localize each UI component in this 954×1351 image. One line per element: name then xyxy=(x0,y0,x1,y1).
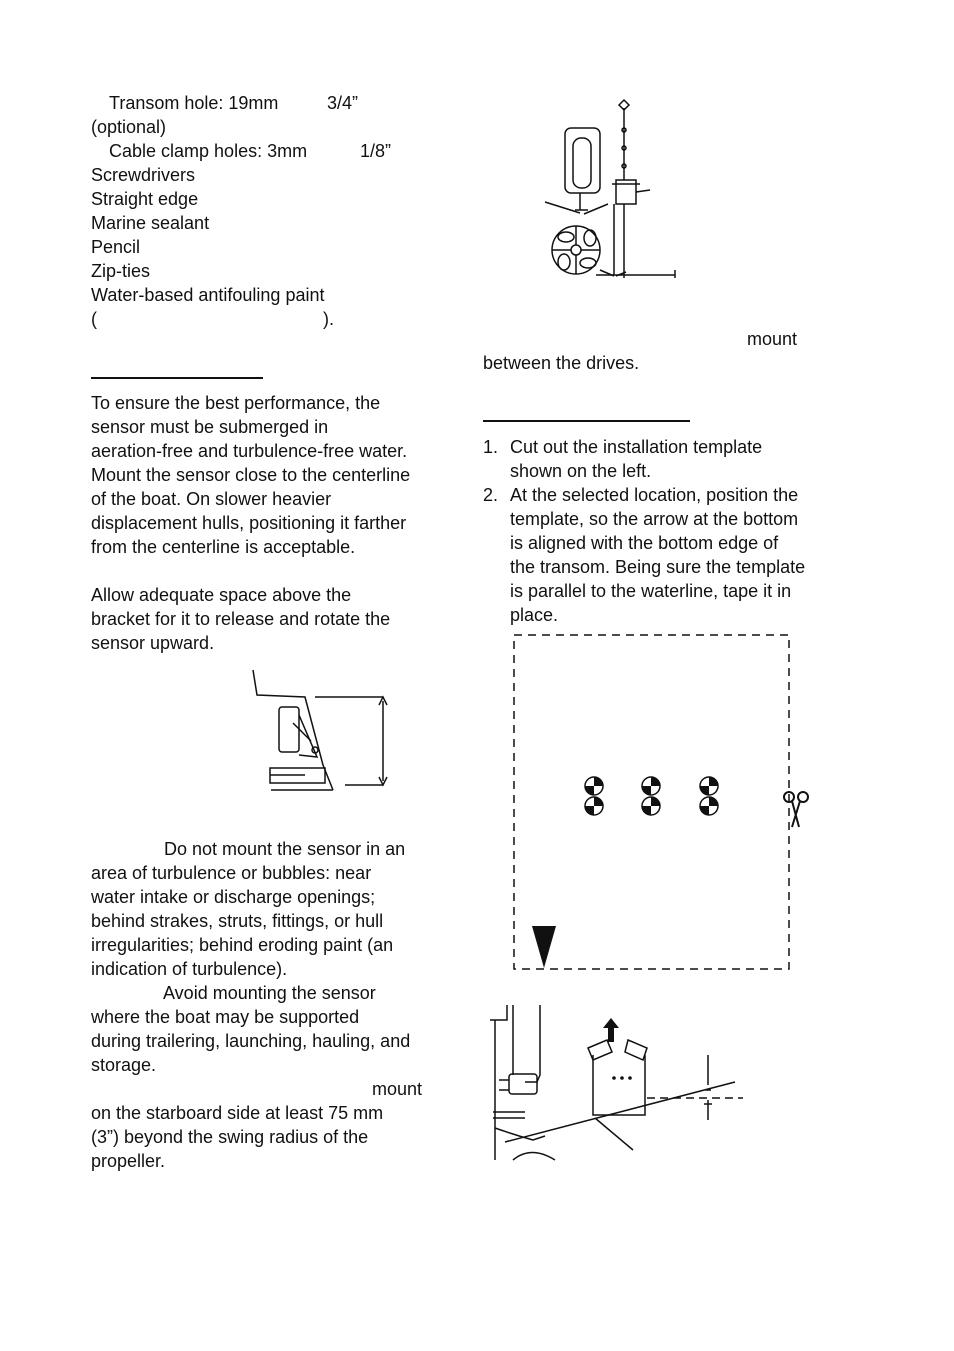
text-line: where the boat may be supported xyxy=(91,1007,360,1027)
hole-target-icon xyxy=(698,795,720,817)
text-line: Cut out the installation template xyxy=(510,437,763,457)
tool-screwdrivers: Screwdrivers xyxy=(91,165,196,185)
tool-transom-hole-inch: 3/4” xyxy=(327,93,359,113)
scissors-icon xyxy=(782,789,810,829)
hole-target-icon xyxy=(698,775,720,797)
text-line: area of turbulence or bubbles: near xyxy=(91,863,372,883)
text-line: the transom. Being sure the template xyxy=(510,557,806,577)
text-line: shown on the left. xyxy=(510,461,652,481)
text-line: is parallel to the waterline, tape it in xyxy=(510,581,792,601)
step-number: 2. xyxy=(483,485,499,505)
tool-cable-clamp-holes: Cable clamp holes: 3mm xyxy=(109,141,308,161)
text-line: displacement hulls, positioning it farther xyxy=(91,513,407,533)
text-line: Mount the sensor close to the centerline xyxy=(91,465,411,485)
text-line: storage. xyxy=(91,1055,157,1075)
text-line: of the boat. On slower heavier xyxy=(91,489,332,509)
tool-paren-open: ( xyxy=(91,309,97,329)
tool-marine-sealant: Marine sealant xyxy=(91,213,210,233)
text-line: propeller. xyxy=(91,1151,166,1171)
text-line: water intake or discharge openings; xyxy=(91,887,376,907)
text-line: sensor upward. xyxy=(91,633,215,653)
text-line: (3”) beyond the swing radius of the xyxy=(91,1127,369,1147)
text-line: At the selected location, position the xyxy=(510,485,799,505)
text-line: from the centerline is acceptable. xyxy=(91,537,356,557)
tool-optional: (optional) xyxy=(91,117,167,137)
hole-target-icon xyxy=(640,775,662,797)
section-heading-rule-right xyxy=(483,420,690,422)
text-line: irregularities; behind eroding paint (an xyxy=(91,935,394,955)
tool-antifouling-paint: Water-based antifouling paint xyxy=(91,285,325,305)
text-line: is aligned with the bottom edge of xyxy=(510,533,779,553)
text-line: To ensure the best performance, the xyxy=(91,393,381,413)
text-line: Do not mount the sensor in an xyxy=(164,839,406,859)
tool-paren-close: ). xyxy=(323,309,334,329)
text-line: mount xyxy=(747,329,798,349)
text-line: place. xyxy=(510,605,559,625)
hole-target-icon xyxy=(583,775,605,797)
tool-straight-edge: Straight edge xyxy=(91,189,199,209)
hole-target-icon xyxy=(640,795,662,817)
text-line: mount xyxy=(372,1079,423,1099)
text-line: sensor must be submerged in xyxy=(91,417,329,437)
text-line: on the starboard side at least 75 mm xyxy=(91,1103,384,1123)
transom-alignment-diagram xyxy=(485,1000,750,1160)
bracket-clearance-diagram xyxy=(245,665,395,795)
text-line: Avoid mounting the sensor xyxy=(163,983,376,1003)
tool-pencil: Pencil xyxy=(91,237,141,257)
text-line: aeration-free and turbulence-free water. xyxy=(91,441,408,461)
step-number: 1. xyxy=(483,437,499,457)
text-line: bracket for it to release and rotate the xyxy=(91,609,391,629)
outdrive-propeller-diagram xyxy=(540,100,685,285)
tool-cable-clamp-inch: 1/8” xyxy=(360,141,392,161)
tool-zip-ties: Zip-ties xyxy=(91,261,151,281)
text-line: between the drives. xyxy=(483,353,640,373)
text-line: indication of turbulence). xyxy=(91,959,288,979)
text-line: during trailering, launching, hauling, and xyxy=(91,1031,411,1051)
text-line: template, so the arrow at the bottom xyxy=(510,509,799,529)
hole-target-icon xyxy=(583,795,605,817)
text-line: Allow adequate space above the xyxy=(91,585,352,605)
section-heading-rule-left xyxy=(91,377,263,379)
tool-transom-hole: Transom hole: 19mm xyxy=(109,93,279,113)
text-line: behind strakes, struts, fittings, or hull xyxy=(91,911,384,931)
